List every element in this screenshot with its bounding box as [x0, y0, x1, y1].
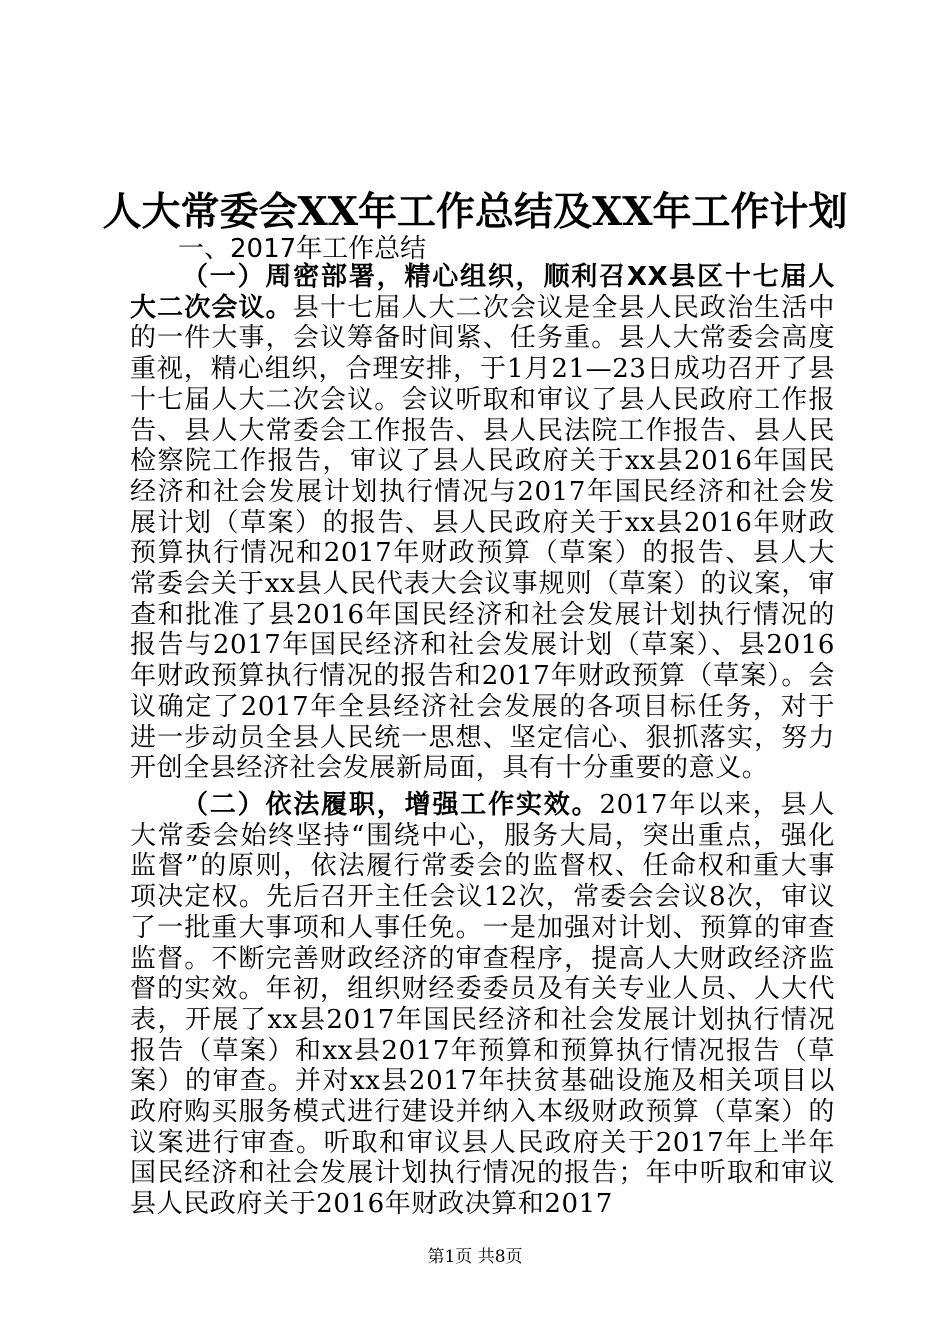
paragraph-lead: （二）依法履职，增强工作实效。	[182, 790, 600, 820]
paragraph-lead: （一）周密部署，精心组织，顺利召XX县区十七届人大二次会议。	[130, 262, 835, 323]
paragraph	[130, 790, 835, 1220]
paragraph-body: 2017年以来，县人大常委会始终坚持“围绕中心，服务大局，突出重点，强化监督”的原则，依法履行常委会的监督权、任命权和重大事项决定权。先后召开主任会议12次，常委会会议8次，审议了一批重大事项和人事任免。一是加强对计划、预算的审查监督。不断完善财政经济的审查程序，提高人大财政经济监督的实效。年初，组织财经委委员及有关专业人员、人大代表，开展了xx县2017年国民经济和社会发展计划执行情况报告（草案）和xx县2017年预算和预算执行情况报告（草案）的审查。并对xx县2017年扶贫基础设施及相关项目以政府购买服务模式进行建设并纳入本级财政预算（草案）的议案进行审查。听取和审议县人民政府关于2017年上半年国民经济和社会发展计划执行情况的报告；年中听取和审议县人民政府关于2016年财政决算和2017	[130, 790, 835, 1220]
page-footer: 第1页 共8页	[427, 1247, 523, 1267]
section-heading: 一、2017年工作总结	[178, 234, 427, 264]
paragraph	[130, 262, 835, 784]
document-title: 人大常委会XX年工作总结及XX年工作计划	[102, 189, 848, 235]
paragraph-body: 县十七届人大二次会议是全县人民政治生活中的一件大事，会议筹备时间紧、任务重。县人大常委会高度重视，精心组织，合理安排，于1月21—23日成功召开了县十七届人大二次会议。会议听取和审议了县人民政府工作报告、县人大常委会工作报告、县人民法院工作报告、县人民检察院工作报告，审议了县人民政府关于xx县2016年国民经济和社会发展计划执行情况与2017年国民经济和社会发展计划（草案）的报告、县人民政府关于xx县2016年财政预算执行情况和2017年财政预算（草案）的报告、县人大常委会关于xx县人民代表大会议事规则（草案）的议案，审查和批准了县2016年国民经济和社会发展计划执行情况的报告与2017年国民经济和社会发展计划（草案）、县2016年财政预算执行情况的报告和2017年财政预算（草案）。会议确定了2017年全县经济社会发展的各项目标任务，对于进一步动员全县人民统一思想、坚定信心、狠抓落实，努力开创全县经济社会发展新局面，具有十分重要的意义。	[130, 292, 835, 784]
